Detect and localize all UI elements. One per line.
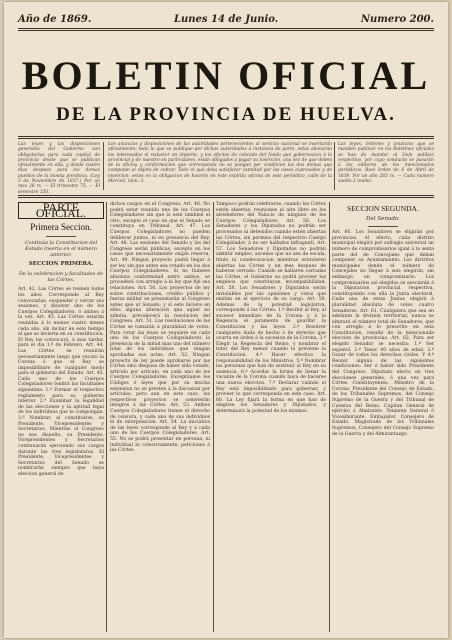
column-c-text: Tampoco podrán celebrarse, cuando las Córtes estén abiertas, reuniones al aire libre en los alrededores del Palacio de ninguno de los Cuerpos Colegisladores. Art. 56. Los Senadores y los Diputados no podrán ser procesados ni detenidos cuando estén abiertas las Córtes, sin permiso del respectivo Cuerpo Colegislador, á no ser hallados infraganti. Art. 57. Los Senadores y Diputados no podrán admitir empleo, ascenso que no sea de escala, título ni condecoracion mientras estuvieren abiertas las Córtes y un mes despues de haberse cerrado. Cuando se hallaren cerradas las Córtes, el Gobierno no podrá proveer los empleos que constituyan incompatibilidad. Art. 58. Los Senadores y Diputados serán inviolables por las opiniones y votos que emitan en el ejercicio de su cargo. Art. 59. Ademas de la potestad legislativa, corresponde á las Córtes: 1.º Recibir al Rey, al sucesor inmediato de la Corona y á la Regencia el juramento de guardar la Constitucion y las leyes. 2.º Resolver cualquiera duda de hecho ó de derecho que ocurra en órden á la sucesion de la Corona. 3.º Elegir la Regencia del Reino, y nombrar el tutor del Rey menor cuando lo previene la Constitucion. 4.º Hacer efectiva la responsabilidad de los Ministros. 5.º Nombrar las personas que han de sustituir al Rey en su ausencia. 6.º Acordar la forma de llenar la vacante de la Corona cuando haya de hacerse una nueva eleccion. 7.º Declarar cuándo el Rey está imposibilitado para gobernar, y proveer lo que corresponda en este caso. Art. 60. La Ley fijará la forma en que han de elegirse los Senadores y Diputados, y determinará la potestad de los mismos.: [216, 202, 326, 414]
column-b: [110, 202, 210, 456]
notice-orders: Las leyes, órdenes y anuncios que se manden publicar en los Boletines oficiales se han de mandar al Gefe político respectivo, por cuyo conducto se pasarán á los editores de los mencionados periódicos. Real órden de 6 de Abril de 1839. Por un año 285 rs. — Cada numero suelto 2 reales.: [338, 142, 434, 185]
masthead-title: BOLETIN OFICIAL: [21, 53, 431, 98]
newspaper-page: [4, 2, 448, 638]
divider: [368, 226, 398, 227]
masthead-rule-double: [18, 138, 434, 139]
top-rule-double: [18, 30, 434, 31]
notice-advertisements: Los anuncios y disposiciones de las autoridades pertenecientes al servicio nacional se insertarán oficialmente; todo lo que se publique por dichas autoridades á instancia de parte, estas abonarán los interesados el redactor en importe, y los efectos de cobrado del fondo que gobernacion á lo provincial y de nuestro en particulares, están obligados á pagar su insercion, una vez de que deben de la oficina y conformacion que corresponda no se pongan por condicion las dos demas que competan al objeto de cobrar. Todo el que deba satisfacer cantidad por las casos expresados y de insercion, estos en la obligacion de hacerlo en este espíritu oficina de este periódico, calle de la Merced, núm. 3.: [108, 142, 332, 185]
section-first-heading: SECCION PRIMERA.: [28, 260, 94, 267]
column-separator: [106, 202, 107, 632]
issue-date: Lunes 14 de Junio.: [173, 14, 279, 25]
top-rule: [18, 28, 434, 29]
column-separator: [213, 202, 214, 632]
section-title: Primera Seccion.: [30, 222, 92, 233]
section-second-subheading: Del Senado.: [365, 215, 401, 222]
masthead-rule: [18, 136, 434, 137]
column-d-text: Art. 60. Los Senadores se eligirán por provincias. Al efecto, cada distrito municipal elegirá por sufragio universal un número de compromisarios igual á la sexta parte del de Concejales que deban componer su Ayuntamiento. Los distritos municipales donde el número de Concejales no llegue á seis elegirán, sin embargo, un compromisario. Los compromisarios así elegidos se asociarán á la Diputacion provincial respectiva, constituyendo con ella la Junta electoral. Cada una de estas Juntas elegirá á pluralidad absoluta de votos cuatro Senadores. Art. 61. Cualquiera que sea en adelante la division territorial, nunca se alterará el número total de Senadores, que con arreglo á lo prescrito en esta Constitucion, resulte de la mencionada eleccion de provincias. Art. 62. Para ser elegido Senador se necesita: 1.º Ser español. 2.º Tener 40 años de edad. 3.º Gozar de todos los derechos civiles. Y 4.º Reunir alguna de las siguientes condiciones: Ser ó haber sido Presidente del Congreso. Diputado electo en tres elecciones generales, ó una vez para Córtes Constituyentes. Ministro de la Corona. Presidente del Consejo de Estado, de los Tribunales Supremos, del Consejo Supremo de la Guerra y del Tribunal de Cuentas del Reino. Capitan General de ejército ó Almirante. Teniente General ó Vicealmirante. Embajador. Consejero de Estado. Magistrado de los Tribunales Supremos, Consejero del Consejo Supremo de la Guerra y del Almirantazgo.: [332, 230, 434, 437]
section-second-heading: SECCION SEGUNDA.: [347, 204, 419, 213]
notice-laws: Las leyes y las disposiciones generales del Gobierno son obligatorias para cada capital de provincia desde que se publican oficialmente en ella, y desde cuatro dias despues para los demas pueblos de la misma provincia. (Ley 3 de Noviembre de 1837.) Por un mes 28 rs. — El trimestre 75. — El semestre 150.: [18, 142, 100, 195]
section-first-subheading: De la celebracion y facultades de las Córtes.: [18, 271, 104, 284]
issue-info-line: [18, 14, 434, 25]
issue-number: Numero 200.: [360, 14, 434, 25]
issue-year: Año de 1869.: [18, 14, 92, 25]
continuation-note: Continúa la Constitucion del Estado inserta en el número anterior.: [24, 239, 98, 258]
column-a-text: Art. 42. Las Córtes se reunen todos los años. Corresponde al Rey convocarlas, suspender y cerrar sus sesiones, y disolver uno de los Cuerpos Colegisladores, ó ambos á la vez. Art. 43. Las Córtes estarán reunidas á lo menos cuatro meses cada año, sin incluir en este tiempo el que se invierta en su constitucion. El Rey las convocará, á mas tardar, para el dia 1.º de Febrero. Art. 44. Las Córtes se reunirán necesariamente luego que vacare la Corona ó que el Rey se imposibilitare de cualquier modo para el gobierno del Estado. Art. 45. Cada uno de los Cuerpos Colegisladores tendrá las facultades siguientes: 1.ª Formar el respectivo reglamento para su gobierno interior. 2.ª Examinar la legalidad de las elecciones y la aptitud legal de los individuos que le compongan. 3.ª Nombrar, al constituirse, su Presidente, Vicepresidentes y Secretarios. Mientras el Congreso no sea disuelto, su Presidente, Vicepresidentes y Secretarios continuarán ejerciendo sus cargos durante las tres legislaturas. El Presidente, Vicepresidentes y Secretarios del Senado se nombrarán siempre que haya eleccion general de: [18, 287, 104, 477]
column-a: [18, 202, 104, 480]
official-part-heading: PARTE OFICIAL.: [18, 202, 104, 219]
column-b-text: dichos cargos en el Congreso. Art. 46. No podrá estar reunido uno de los Cuerpos Colegisladores sin que lo esté tambien el otro, excepto el caso en que el Senado se constituya en Tribunal. Art. 47. Los Cuerpos Colegisladores no pueden deliberar juntos, ni en presencia del Rey. Art. 48. Las sesiones del Senado y las del Congreso serán públicas, excepto en los casos que necesariamente exijan reserva. Art. 49. Ningun proyecto podrá llegar á ser ley sin que antes sea votado en los dos Cuerpos Colegisladores. Si no hubiere absoluta conformidad entre ambos, se procederá con arreglo á la ley que fije sus relaciones. Art. 50. Los proyectos de ley sobre contribuciones, crédito público y fuerza militar se presentarán al Congreso antes que al Senado; y si este hiciere en ellos alguna alteracion que aquel no admita, prevalecerá la resolucion del Congreso. Art. 51. Las resoluciones de las Córtes se tomarán á pluralidad de votos. Para votar las leyes se requiere en cada uno de los Cuerpos Colegisladores la presencia de la mitad mas uno del número total de los individuos que tengan aprobadas sus actas. Art. 52. Ningun proyecto de ley puede aprobarse por las Córtes sino despues de haber sido votado, artículo por artículo, en cada uno de los Cuerpos Colegisladores. Exceptúanse los Códigos ó leyes que por su mucha extension no se presten á la discusion por artículos; pero aun en este caso, los respectivos proyectos se someterán íntegros á las Córtes. Art. 53. Ambos Cuerpos Colegisladores tienen el derecho de censura, y cada uno de sus individuos el de interpelacion. Art. 54. La iniciativa de las leyes corresponde al Rey y á cada uno de los Cuerpos Colegisladores. Art. 55. No se podrá presentar en persona, ni individual ni colectivamente, peticiones á las Córtes.: [110, 202, 210, 454]
notices-rule-double: [18, 197, 434, 198]
column-d: [332, 202, 434, 439]
notices-rule: [18, 195, 434, 196]
divider: [46, 236, 76, 237]
notice-separator: [334, 142, 335, 190]
column-c: [216, 202, 326, 417]
masthead-subtitle: DE LA PROVINCIA DE HUELVA.: [56, 104, 396, 125]
notice-separator: [103, 142, 104, 190]
column-separator: [329, 202, 330, 632]
